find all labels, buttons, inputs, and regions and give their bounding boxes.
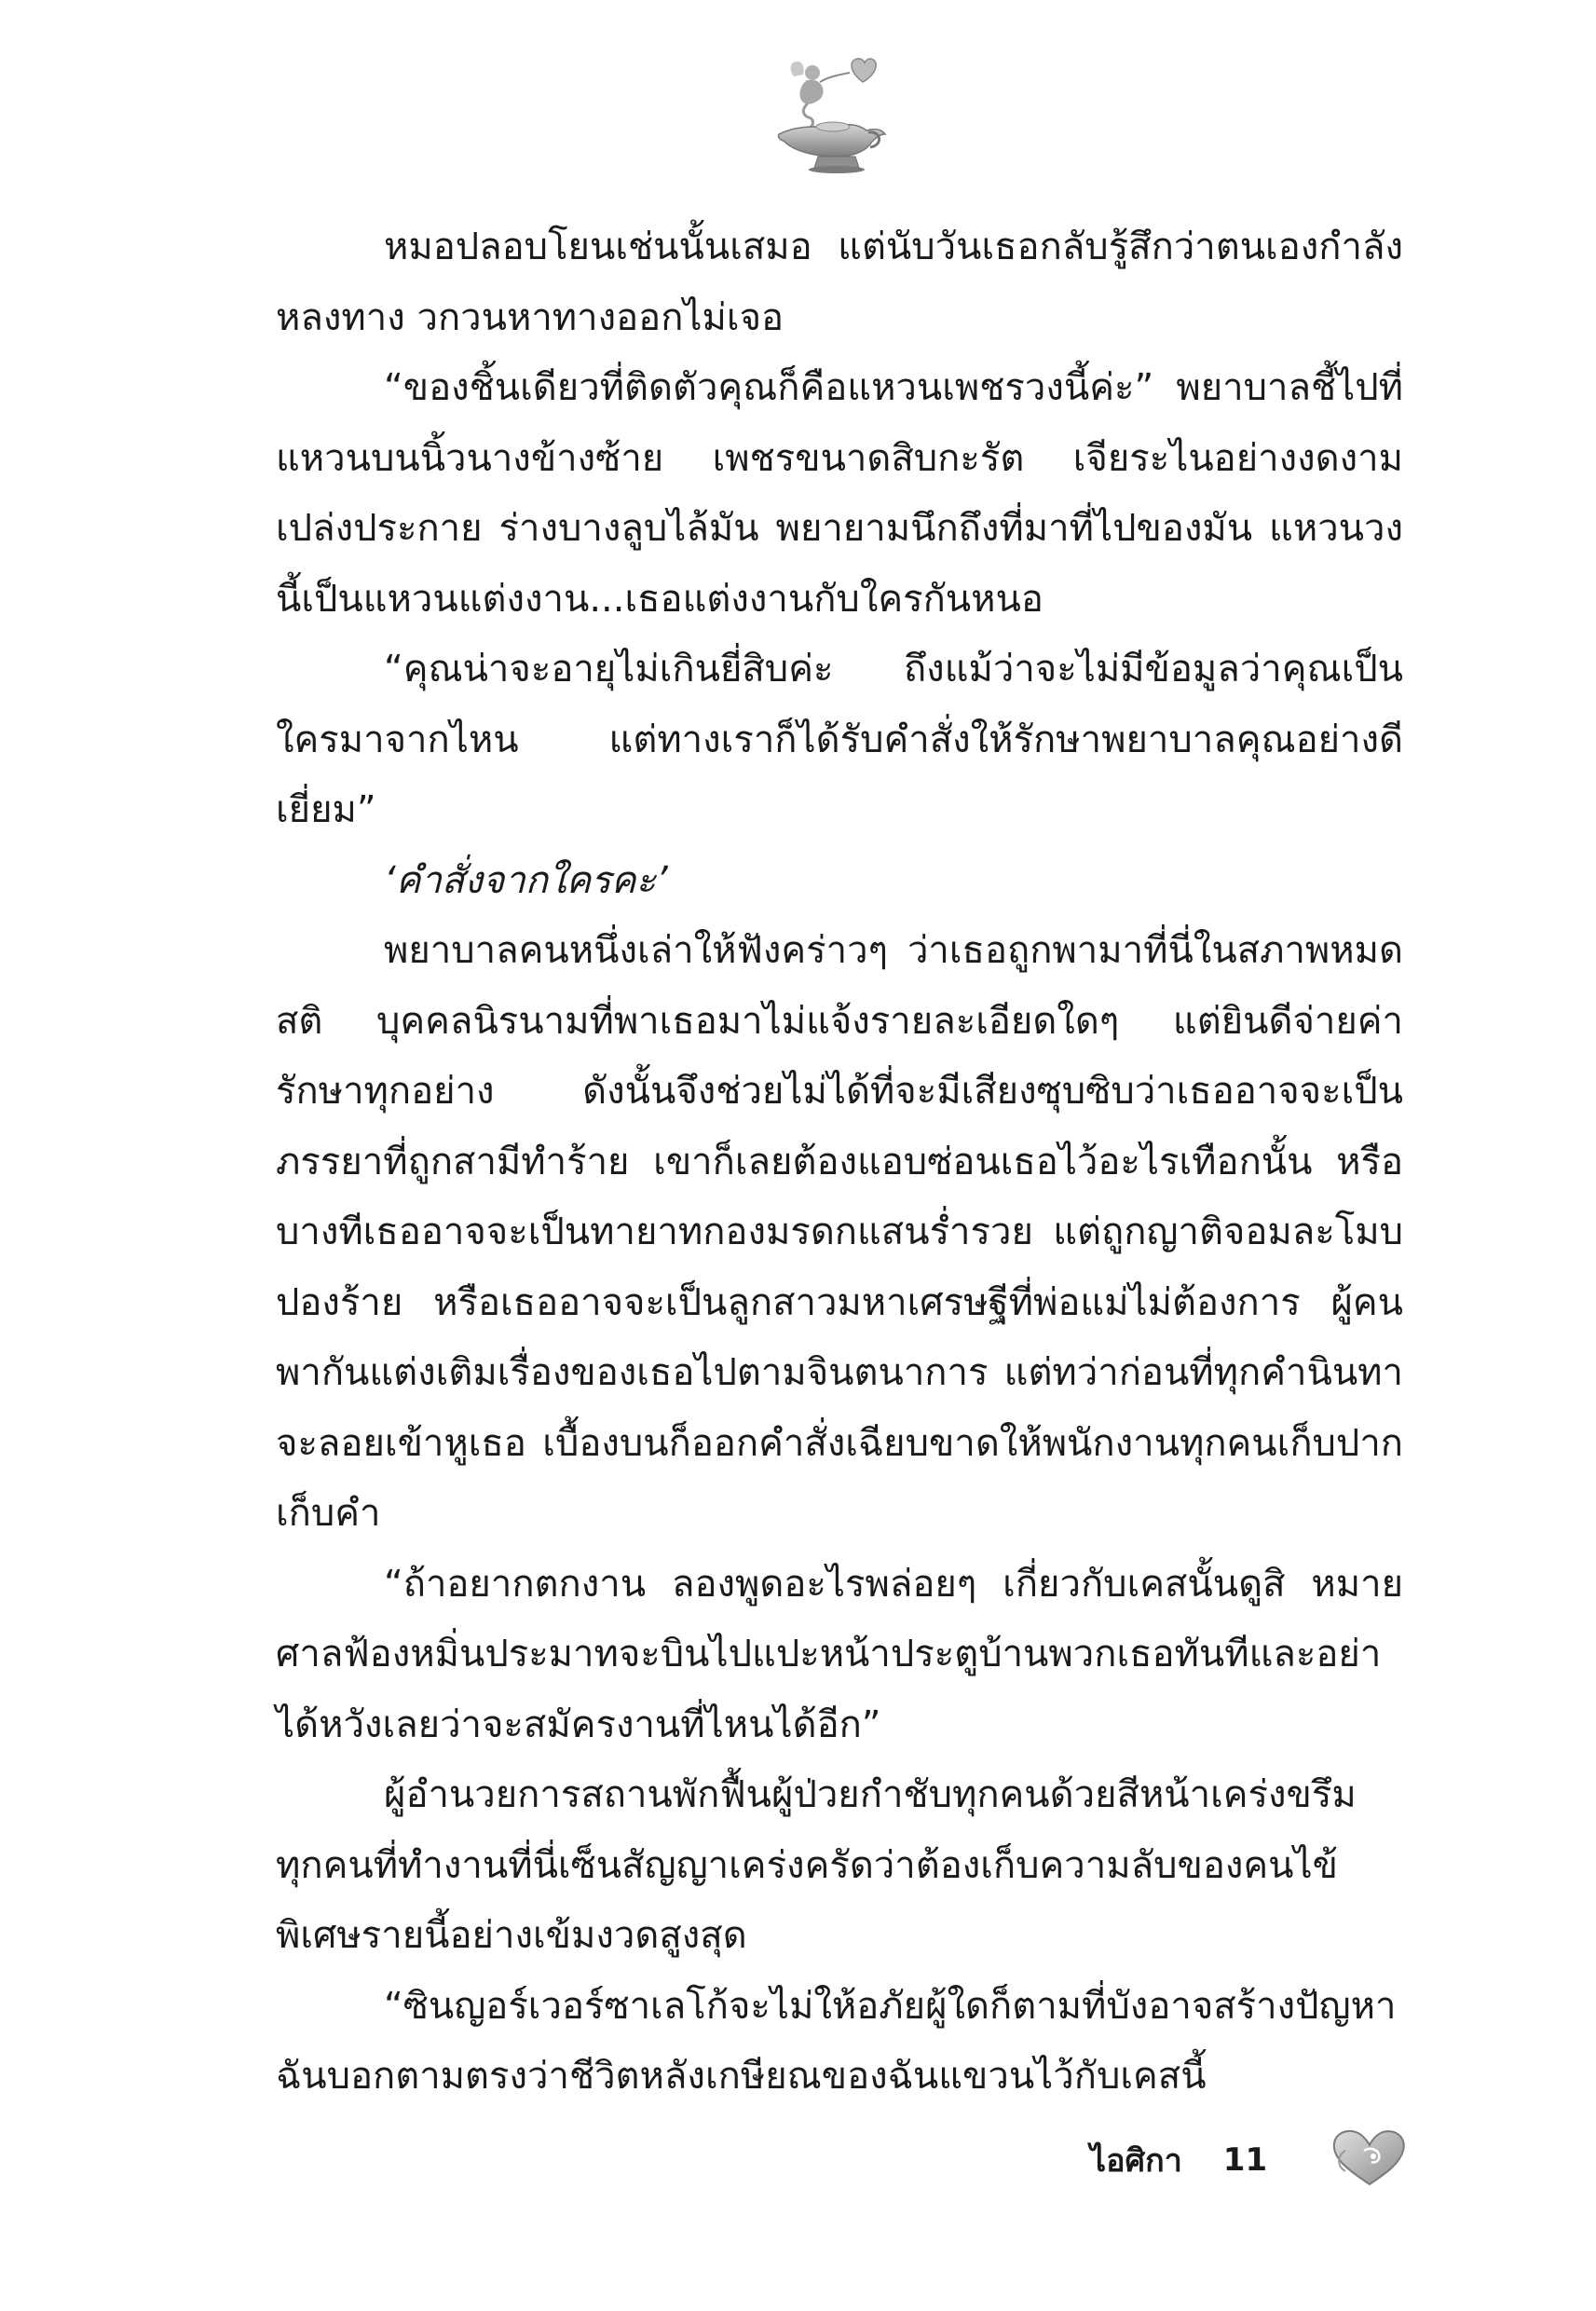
- paragraph: ผู้อำนวยการสถานพักฟื้นผู้ป่วยกำชับทุกคนด้วยสีหน้าเคร่งขรึม ทุกคนที่ทำงานที่นี่เซ็นสัญญาเคร่งครัดว่าต้องเก็บความลับของคนไข้พิเศษรายนี้อย่างเข้มงวดสูงสุด: [276, 1773, 1357, 1957]
- heart-ornament-icon: [1329, 2123, 1411, 2190]
- chapter-body: [276, 212, 1403, 2113]
- page-footer: [1090, 2132, 1267, 2188]
- paragraph: “คุณน่าจะอายุไม่เกินยี่สิบค่ะ ถึงแม้ว่าจะไม่มีข้อมูลว่าคุณเป็นใครมาจากไหน แต่ทางเราก็ได้รับคำสั่งให้รักษาพยาบาลคุณอย่างดีเยี่ยม”: [276, 648, 1403, 831]
- paragraph: “ถ้าอยากตกงาน ลองพูดอะไรพล่อยๆ เกี่ยวกับเคสนั้นดูสิ หมายศาลฟ้องหมิ่นประมาทจะบินไปแปะหน้าประตูบ้านพวกเธอทันทีและอย่าได้หวังเลยว่าจะสมัครงานที่ไหนได้อีก”: [276, 1562, 1403, 1746]
- book-title: ไอศิกา: [1090, 2142, 1182, 2180]
- page-number: 11: [1222, 2141, 1268, 2179]
- paragraph: หมอปลอบโยนเช่นนั้นเสมอ แต่นับวันเธอกลับรู้สึกว่าตนเองกำลังหลงทาง วกวนหาทางออกไม่เจอ: [276, 226, 1403, 339]
- paragraph: พยาบาลคนหนึ่งเล่าให้ฟังคร่าวๆ ว่าเธอถูกพามาที่นี่ในสภาพหมดสติ บุคคลนิรนามที่พาเธอมาไม่แจ้งรายละเอียดใดๆ แต่ยินดีจ่ายค่ารักษาทุกอย่าง ดังนั้นจึงช่วยไม่ได้ที่จะมีเสียงซุบซิบว่าเธออาจจะเป็นภรรยาที่ถูกสามีทำร้าย เขาก็เลยต้องแอบซ่อนเธอไว้อะไรเทือกนั้น หรือบางทีเธออาจจะเป็นทายาทกองมรดกแสนร่ำรวย แต่ถูกญาติจอมละโมบปองร้าย หรือเธออาจจะเป็นลูกสาวมหาเศรษฐีที่พ่อแม่ไม่ต้องการ ผู้คนพากันแต่งเติมเรื่องของเธอไปตามจินตนาการ แต่ทว่าก่อนที่ทุกคำนินทาจะลอยเข้าหูเธอ เบื้องบนก็ออกคำสั่งเฉียบขาดให้พนักงานทุกคนเก็บปากเก็บคำ: [276, 929, 1403, 1535]
- paragraph: “ซินญอร์เวอร์ซาเลโก้จะไม่ให้อภัยผู้ใดก็ตามที่บังอาจสร้างปัญหา ฉันบอกตามตรงว่าชีวิตหลังเกษียณของฉันแขวนไว้กับเคสนี้: [276, 1984, 1397, 2098]
- paragraph: “ของชิ้นเดียวที่ติดตัวคุณก็คือแหวนเพชรวงนี้ค่ะ” พยาบาลชี้ไปที่แหวนบนนิ้วนางข้างซ้าย เพชรขนาดสิบกะรัต เจียระไนอย่างงดงามเปล่งประกาย ร่างบางลูบไล้มัน พยายามนึกถึงที่มาที่ไปของมัน แหวนวงนี้เป็นแหวนแต่งงาน...เธอแต่งงานกับใครกันหนอ: [276, 366, 1403, 621]
- genie-lamp-icon: [766, 48, 896, 179]
- inner-thought: ‘คำสั่งจากใครคะ’: [384, 858, 668, 902]
